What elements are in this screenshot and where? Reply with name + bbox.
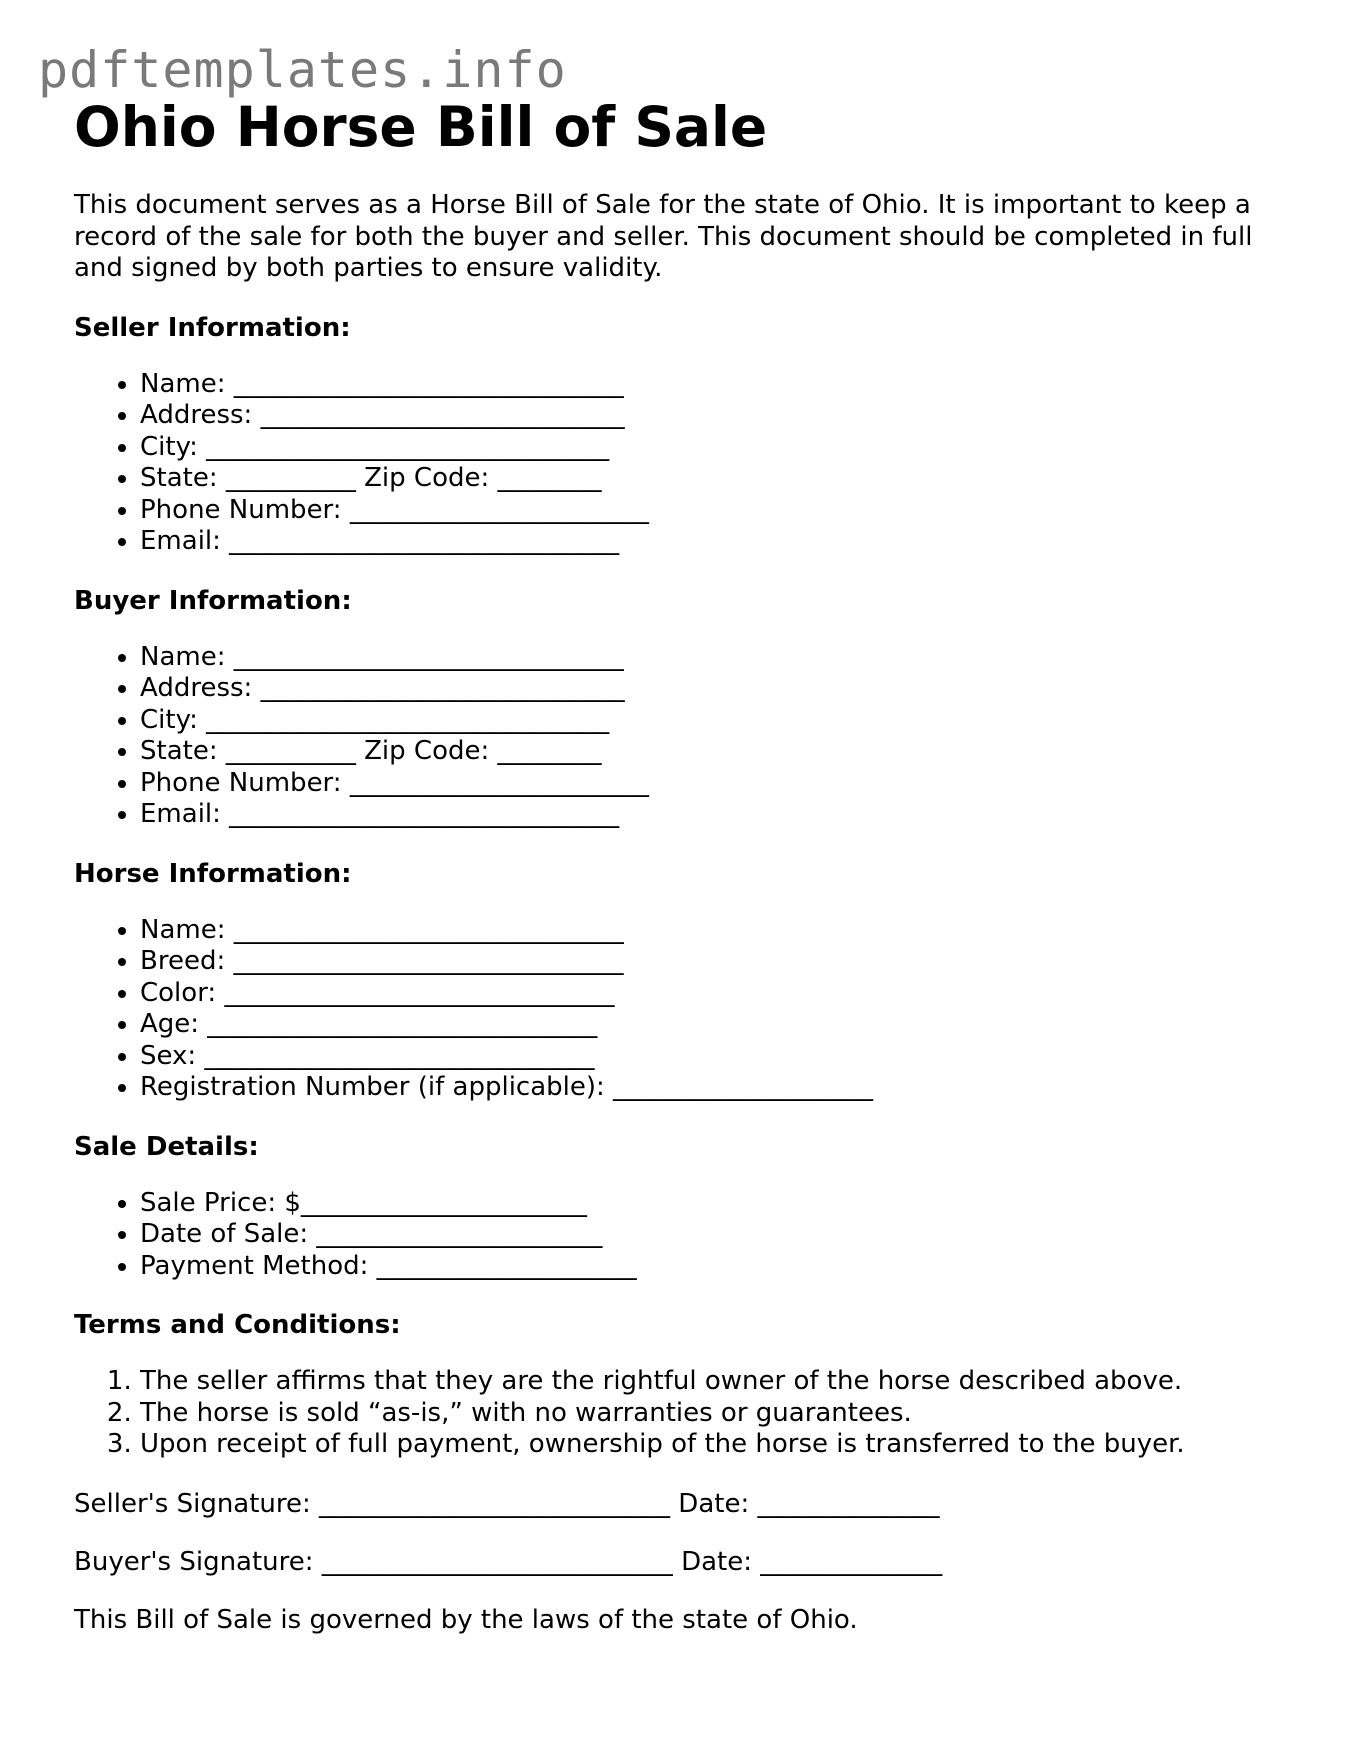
buyer-city-field: • City: _______________________________ (140, 705, 1294, 737)
terms-item: 1. The seller affirms that they are the rightful owner of the horse described above. (140, 1366, 1294, 1398)
buyer-phone-field: • Phone Number: _______________________ (140, 768, 1294, 800)
buyer-heading: Buyer Information: (74, 585, 352, 616)
horse-name-field: • Name: ______________________________ (140, 915, 1294, 947)
payment-method-field: • Payment Method: ____________________ (140, 1251, 1294, 1283)
sale-price-field: • Sale Price: $______________________ (140, 1188, 1294, 1220)
terms-list (74, 1366, 1294, 1461)
horse-heading: Horse Information: (74, 858, 352, 889)
horse-color-field: • Color: ______________________________ (140, 978, 1294, 1010)
buyer-name-field: • Name: ______________________________ (140, 642, 1294, 674)
seller-name-field: • Name: ______________________________ (140, 369, 1294, 401)
buyer-address-field: • Address: ____________________________ (140, 673, 1294, 705)
seller-address-field: • Address: ____________________________ (140, 400, 1294, 432)
terms-item: 2. The horse is sold “as-is,” with no warranties or guarantees. (140, 1398, 1294, 1430)
terms-heading: Terms and Conditions: (74, 1310, 401, 1340)
document-title: Ohio Horse Bill of Sale (74, 95, 768, 159)
buyer-state-zip-field: • State: __________ Zip Code: ________ (140, 736, 1294, 768)
horse-breed-field: • Breed: ______________________________ (140, 946, 1294, 978)
terms-item: 3. Upon receipt of full payment, ownership of the horse is transferred to the buyer. (140, 1429, 1294, 1461)
seller-state-zip-field: • State: __________ Zip Code: ________ (140, 463, 1294, 495)
buyer-email-field: • Email: ______________________________ (140, 799, 1294, 831)
seller-email-field: • Email: ______________________________ (140, 526, 1294, 558)
horse-fields-list (74, 915, 1294, 1104)
sale-heading: Sale Details: (74, 1131, 259, 1162)
seller-phone-field: • Phone Number: _______________________ (140, 495, 1294, 527)
document-page (74, 92, 1294, 1637)
horse-registration-field: • Registration Number (if applicable): ____________________ (140, 1072, 1294, 1104)
buyer-signature-line: Buyer's Signature: ___________________________ Date: ______________ (74, 1546, 943, 1577)
watermark: pdftemplates.info (38, 41, 567, 99)
intro-paragraph: This document serves as a Horse Bill of Sale for the state of Ohio. It is important to keep a record of the sale for both the buyer and seller. This document should be completed in full and signed by both parties to ensure validity. (74, 190, 1253, 283)
seller-fields-list (74, 369, 1294, 558)
governing-law-statement: This Bill of Sale is governed by the laws of the state of Ohio. (74, 1604, 858, 1635)
seller-heading: Seller Information: (74, 312, 351, 343)
sale-fields-list (74, 1188, 1294, 1283)
seller-city-field: • City: _______________________________ (140, 432, 1294, 464)
horse-sex-field: • Sex: ______________________________ (140, 1041, 1294, 1073)
horse-age-field: • Age: ______________________________ (140, 1009, 1294, 1041)
seller-signature-line: Seller's Signature: ___________________________ Date: ______________ (74, 1488, 940, 1519)
buyer-fields-list (74, 642, 1294, 831)
sale-date-field: • Date of Sale: ______________________ (140, 1219, 1294, 1251)
